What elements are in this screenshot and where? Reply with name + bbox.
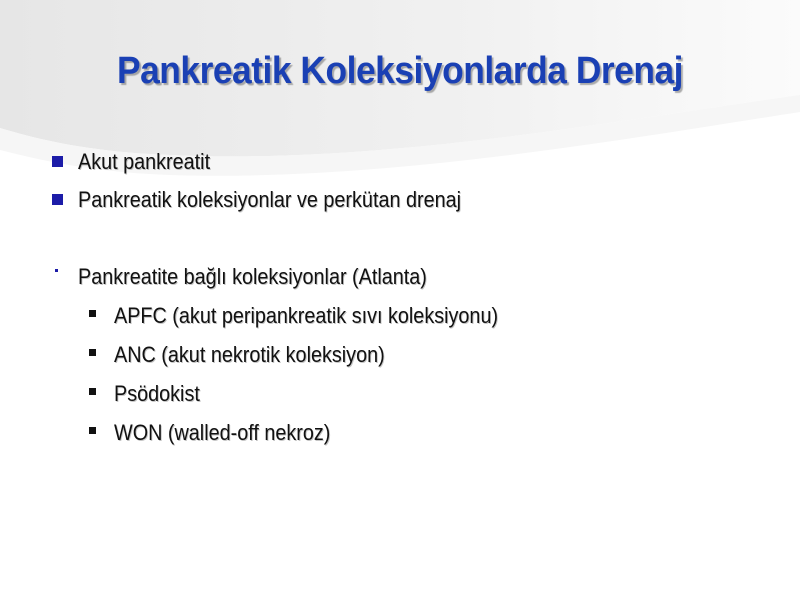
- section-heading: Pankreatite bağlı koleksiyonlar (Atlanta): [78, 264, 427, 289]
- dot-bullet-icon: [55, 269, 58, 272]
- sub-bullet-text: WON (walled-off nekroz): [114, 420, 331, 445]
- bullet-text: Akut pankreatit: [78, 149, 211, 174]
- square-bullet-icon: [89, 349, 96, 356]
- bullet-text: Pankreatik koleksiyonlar ve perkütan drenaj: [78, 187, 462, 212]
- square-bullet-icon: [52, 156, 63, 167]
- square-bullet-icon: [89, 310, 96, 317]
- square-bullet-icon: [89, 388, 96, 395]
- slide-title: Pankreatik Koleksiyonlarda Drenaj: [116, 50, 684, 92]
- sub-bullet-text: Psödokist: [114, 381, 200, 406]
- sub-bullet-text: ANC (akut nekrotik koleksiyon): [114, 342, 385, 367]
- square-bullet-icon: [52, 194, 63, 205]
- sub-bullet-text: APFC (akut peripankreatik sıvı koleksiyonu): [114, 303, 499, 328]
- square-bullet-icon: [89, 427, 96, 434]
